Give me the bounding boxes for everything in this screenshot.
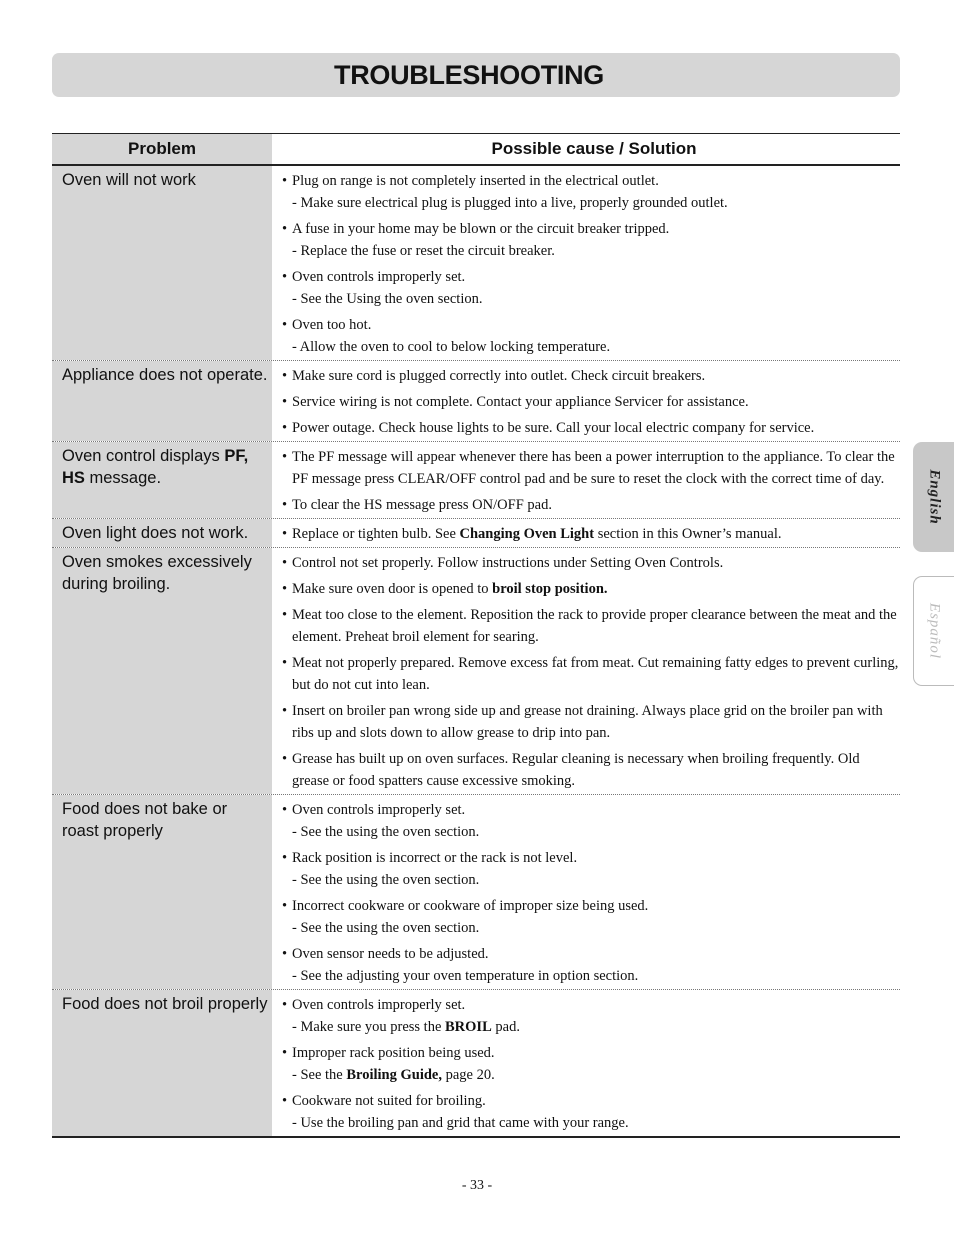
bullet-icon: • (282, 581, 288, 597)
bullet-icon: • (282, 1045, 288, 1061)
table-row (52, 519, 900, 548)
bullet-icon: • (282, 420, 288, 436)
bullet-icon: • (282, 497, 288, 513)
solution-subtext-bold: Broiling Guide, (346, 1067, 442, 1083)
solution-item (282, 552, 900, 574)
solution-text: Improper rack position being used. (292, 1045, 495, 1061)
solution-subtext (292, 240, 900, 262)
solution-text: Rack position is incorrect or the rack is not level. (292, 850, 578, 866)
solution-text: Control not set properly. Follow instructions under Setting Oven Controls. (292, 555, 724, 571)
solution-subtext (292, 869, 900, 891)
solution-item (282, 1042, 900, 1086)
header-solution: Possible cause / Solution (491, 139, 697, 158)
troubleshooting-table (52, 133, 900, 1138)
solution-item (282, 218, 900, 262)
bullet-icon: • (282, 802, 288, 818)
solution-item (282, 314, 900, 358)
bullet-icon: • (282, 221, 288, 237)
problem-cell (52, 795, 272, 989)
problem-text: Food does not broil properly (62, 995, 268, 1013)
solution-subtext-bold: BROIL (445, 1019, 492, 1035)
bullet-icon: • (282, 655, 288, 671)
solution-text: Oven controls improperly set. (292, 997, 466, 1013)
bullet-icon: • (282, 751, 288, 767)
solution-item (282, 895, 900, 939)
bullet-icon: • (282, 394, 288, 410)
solution-item (282, 847, 900, 891)
solution-subtext (292, 336, 900, 358)
solution-bold-text: Changing Oven Light (459, 526, 595, 542)
tab-english-label: English (926, 469, 942, 525)
problem-text: Food does not bake or roast properly (62, 800, 228, 840)
bullet-icon: • (282, 555, 288, 571)
bullet-icon: • (282, 173, 288, 189)
solution-item (282, 365, 900, 387)
solution-subtext-main: - See the using the oven section. (292, 824, 480, 840)
solution-text: Make sure oven door is opened to (292, 581, 493, 597)
bullet-icon: • (282, 997, 288, 1013)
bullet-icon: • (282, 1093, 288, 1109)
solution-text: Oven too hot. (292, 317, 372, 333)
solution-subtext-main: - See the Using the oven section. (292, 291, 483, 307)
problem-tail-text: message. (84, 469, 162, 487)
solution-item (282, 604, 900, 648)
solution-item (282, 652, 900, 696)
bullet-icon: • (282, 269, 288, 285)
solution-text: Power outage. Check house lights to be sure. Call your local electric company for service. (292, 420, 815, 436)
tab-english[interactable] (913, 442, 954, 552)
solution-subtext (292, 917, 900, 939)
problem-cell (52, 166, 272, 360)
problem-cell (52, 548, 272, 794)
problem-text: Oven light does not work. (62, 524, 249, 542)
solution-text: Meat not properly prepared. Remove excess fat from meat. Cut remaining fatty edges to prevent curling, but do not cut into lean. (292, 655, 899, 693)
solution-cell (272, 519, 900, 547)
solution-subtext-main: - Use the broiling pan and grid that came with your range. (292, 1115, 629, 1131)
bullet-icon: • (282, 317, 288, 333)
solution-item (282, 170, 900, 214)
title-bar (52, 53, 900, 97)
problem-text: Appliance does not operate. (62, 366, 268, 384)
solution-subtext-main: - See the (292, 1067, 347, 1083)
solution-item (282, 266, 900, 310)
solution-cell (272, 548, 900, 794)
solution-text: Insert on broiler pan wrong side up and grease not draining. Always place grid on the broiler pan with ribs up and slots down to allow grease to drip into pan. (292, 703, 883, 741)
bullet-icon: • (282, 898, 288, 914)
problem-cell (52, 990, 272, 1136)
solution-bold-text: broil stop position. (492, 581, 608, 597)
page-title: TROUBLESHOOTING (334, 60, 604, 90)
solution-item (282, 494, 900, 516)
problem-bold-text: PF, HS (62, 447, 249, 487)
solution-item (282, 799, 900, 843)
solution-subtext (292, 965, 900, 987)
solution-cell (272, 795, 900, 989)
solution-subtext-main: - See the using the oven section. (292, 872, 480, 888)
table-header (52, 134, 900, 166)
solution-item (282, 578, 900, 600)
problem-text: Oven control displays (62, 447, 220, 465)
solution-cell (272, 990, 900, 1136)
solution-subtext-main: - Make sure electrical plug is plugged into a live, properly grounded outlet. (292, 195, 728, 211)
solution-text: Incorrect cookware or cookware of improper size being used. (292, 898, 649, 914)
solution-subtext (292, 1112, 900, 1134)
problem-text: Oven will not work (62, 171, 196, 189)
bullet-icon: • (282, 526, 288, 542)
bullet-icon: • (282, 946, 288, 962)
bullet-icon: • (282, 607, 288, 623)
table-body (52, 166, 900, 1136)
header-problem: Problem (52, 134, 272, 164)
solution-item (282, 391, 900, 413)
table-row (52, 442, 900, 519)
solution-text: Oven sensor needs to be adjusted. (292, 946, 489, 962)
solution-text: Oven controls improperly set. (292, 269, 466, 285)
solution-cell (272, 166, 900, 360)
solution-text: A fuse in your home may be blown or the circuit breaker tripped. (292, 221, 670, 237)
solution-text: Make sure cord is plugged correctly into outlet. Check circuit breakers. (292, 368, 706, 384)
solution-item (282, 446, 900, 490)
bullet-icon: • (282, 703, 288, 719)
solution-item (282, 700, 900, 744)
solution-item (282, 417, 900, 439)
solution-subtext (292, 288, 900, 310)
solution-tail-text: section in this Owner’s manual. (594, 526, 782, 542)
table-row (52, 361, 900, 442)
table-row (52, 548, 900, 795)
bullet-icon: • (282, 850, 288, 866)
solution-text: Cookware not suited for broiling. (292, 1093, 486, 1109)
solution-cell (272, 361, 900, 441)
solution-subtext-main: - Allow the oven to cool to below locking temperature. (292, 339, 611, 355)
solution-text: Replace or tighten bulb. See (292, 526, 460, 542)
solution-subtext-main: - Replace the fuse or reset the circuit breaker. (292, 243, 555, 259)
solution-text: Plug on range is not completely inserted in the electrical outlet. (292, 173, 659, 189)
bullet-icon: • (282, 368, 288, 384)
solution-subtext-main: - Make sure you press the (292, 1019, 446, 1035)
solution-subtext (292, 1016, 900, 1038)
bullet-icon: • (282, 449, 288, 465)
solution-item (282, 994, 900, 1038)
solution-item (282, 943, 900, 987)
page-number: - 33 - (461, 1178, 493, 1193)
table-row (52, 990, 900, 1136)
solution-subtext-main: - See the adjusting your oven temperature in option section. (292, 968, 639, 984)
solution-item (282, 748, 900, 792)
solution-item (282, 1090, 900, 1134)
solution-text: Meat too close to the element. Reposition the rack to provide proper clearance between the meat and the element. Preheat broil element for searing. (292, 607, 897, 645)
problem-cell (52, 519, 272, 547)
solution-item (282, 523, 900, 545)
table-row (52, 795, 900, 990)
solution-text: Service wiring is not complete. Contact your appliance Servicer for assistance. (292, 394, 749, 410)
solution-cell (272, 442, 900, 518)
problem-cell (52, 442, 272, 518)
problem-text: Oven smokes excessively during broiling. (62, 553, 252, 593)
table-row (52, 166, 900, 361)
solution-text: Oven controls improperly set. (292, 802, 466, 818)
tab-espanol-label: Español (926, 602, 943, 660)
solution-subtext-main: - See the using the oven section. (292, 920, 480, 936)
solution-subtext (292, 821, 900, 843)
problem-cell (52, 361, 272, 441)
solution-subtext-tail: page 20. (441, 1067, 495, 1083)
solution-subtext (292, 1064, 900, 1086)
solution-text: Grease has built up on oven surfaces. Regular cleaning is necessary when broiling frequently. Old grease or food spatters cause excessive smoking. (292, 751, 860, 789)
solution-subtext (292, 192, 900, 214)
tab-espanol[interactable] (913, 576, 954, 686)
solution-subtext-tail: pad. (491, 1019, 520, 1035)
solution-text: To clear the HS message press ON/OFF pad. (292, 497, 552, 513)
solution-text: The PF message will appear whenever there has been a power interruption to the appliance. To clear the PF message press CLEAR/OFF control pad and be sure to reset the clock with the correct time of day. (292, 449, 895, 487)
